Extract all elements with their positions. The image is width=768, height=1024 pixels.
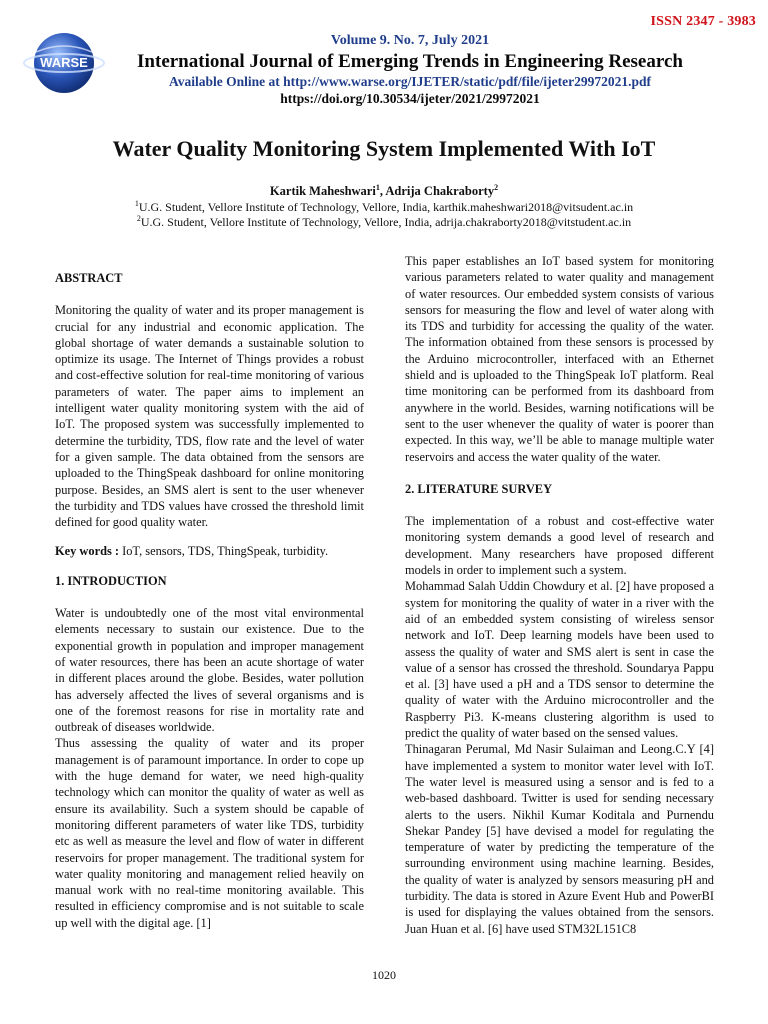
keywords xyxy=(55,543,364,559)
logo-text: WARSE xyxy=(40,55,88,70)
literature-paragraph: Mohammad Salah Uddin Chowdury et al. [2] have proposed a system for monitoring the quality of water in a river with the aid of an embedded system consisting of wireless sensor network and IoT. Deep learning models have been used to assess the quality of water and SMS alert is sent in case the value of a sensor has crossed the threshold. Soundarya Pappu et al. [3] have used a pH and a TDS sensor to determine the quality of water with the Arduino microcontroller and the Raspberry Pi3. K-means clustering algorithm is used to predict the quality of water based on the sensed values. xyxy=(405,579,714,741)
intro-paragraph: Thus assessing the quality of water and its proper management is of paramount importance. In order to cope up with the huge demand for water, we need high-quality technology which can monitor the quality of water as well as ensure its availability. Such a system should be capable of monitoring different parameters of water like TDS, turbidity etc as well as measure the level and flow of water in different reservoirs for proper management. The traditional system for water quality monitoring and management relied heavily on manual work with no real-time monitoring available. This resulted in efficiency compromise and is not suitable to scale up well with the digital age. [1] xyxy=(55,736,364,930)
abstract-heading: ABSTRACT xyxy=(55,271,123,285)
volume-info: Volume 9. No. 7, July 2021 xyxy=(330,33,490,48)
journal-masthead xyxy=(110,32,710,107)
availability-link[interactable]: Available Online at http://www.warse.org/IJETER/static/pdf/file/ijeter29972021.pdf xyxy=(169,74,651,89)
literature-heading: 2. LITERATURE SURVEY xyxy=(405,481,553,496)
doi-link[interactable]: https://doi.org/10.30534/ijeter/2021/29972021 xyxy=(280,91,540,106)
introduction-heading: 1. INTRODUCTION xyxy=(55,573,167,588)
intro-paragraph: This paper establishes an IoT based system for monitoring various parameters related to water quality and management of water resources. Our embedded system consists of various sensors for measuring the flow and level of water along with its TDS and turbidity for accessing the quality of the water. The information obtained from these sensors is processed by the Arduino microcontroller, interfaced with an Ethernet shield and is uploaded to the ThingSpeak IoT platform. Real time monitoring can be performed from its dashboard from anywhere in the world. Besides, warning notifications will be sent to the user whenever the quality of water is poorer than expected. In this way, we’ll be able to manage multiple water reservoirs and access the water quality of the water. xyxy=(405,254,714,464)
keywords-label: Key words : xyxy=(55,544,123,559)
affiliation-text: U.G. Student, Vellore Institute of Technology, Vellore, India, karthik.maheshwari2018@vitsudent.ac.in xyxy=(138,200,634,214)
affiliation-text: U.G. Student, Vellore Institute of Technology, Vellore, India, adrija.chakraborty2018@vitstudent.ac.in xyxy=(140,215,632,229)
warse-logo xyxy=(22,30,106,96)
author-sup: 1 xyxy=(375,183,380,192)
author-sup: 2 xyxy=(494,183,499,192)
abstract-text: Monitoring the quality of water and its proper management is crucial for any industrial and economic application. The global shortage of water demands a sustainable solution to optimize its usage. The Internet of Things provides a robust and cost-effective solution for real-time monitoring of various parameters of water. The paper aims to implement an intelligent water quality monitoring system with the aid of IoT. The proposed system was successfully implemented to determine the turbidity, TDS, flow rate and the level of water for a given sample. The data obtained from the sensors are uploaded to the ThingSpeak dashboard for online monitoring purpose. Besides, an SMS alert is sent to the user whenever the turbidity and TDS values have crossed the threshold limit defined for good quality water. xyxy=(55,303,364,530)
literature-paragraph: Thinagaran Perumal, Md Nasir Sulaiman and Leong.C.Y [4] have implemented a system to monitor water level with IoT. The water level is measured using a sensor and is fed to a web-based dashboard. Twitter is used for sending necessary alerts to the users. Nikhil Kumar Koditala and Purnendu Shekar Pandey [5] have devised a model for regulating the temperature of water by predicting the temperature of the surrounding environment using machine learning. Besides, the quality of water is analyzed by sensors measuring pH and turbidity. The data is stored in Azure Event Hub and PowerBI is used for displaying the values obtained from the sensors. Juan Huan et al. [6] have used STM32L151C8 xyxy=(405,742,714,936)
author-name: Kartik Maheshwari xyxy=(269,184,376,199)
journal-title: International Journal of Emerging Trends in Engineering Research xyxy=(137,51,683,72)
paper-title: Water Quality Monitoring System Implemented With IoT xyxy=(112,136,656,161)
intro-paragraph: Water is undoubtedly one of the most vital environmental elements necessary to sustain our existence. Due to the exponential growth in population and improper management of water resources, there has been an acute shortage of water in different places around the globe. Besides, water pollution has adversely affected the lives of several organisms and is one of the foremost reasons for rise in mortality rate and outbreak of diseases worldwide. xyxy=(55,606,364,735)
author-name: Adrija Chakraborty xyxy=(385,184,495,199)
keywords-text: IoT, sensors, TDS, ThingSpeak, turbidity. xyxy=(122,544,329,559)
affiliation-sup: 1 xyxy=(134,199,139,208)
literature-paragraph: The implementation of a robust and cost-effective water monitoring system demands a good level of research and development. Many researchers have proposed different models in order to implement such a system. xyxy=(405,514,714,578)
affiliation-sup: 2 xyxy=(136,214,141,223)
affiliation-2 xyxy=(0,211,768,230)
author-separator: , xyxy=(379,184,386,199)
left-column xyxy=(55,270,364,931)
page-number: 1020 xyxy=(372,968,396,982)
right-column xyxy=(405,253,714,937)
issn-label: ISSN 2347 - 3983 xyxy=(650,14,756,29)
